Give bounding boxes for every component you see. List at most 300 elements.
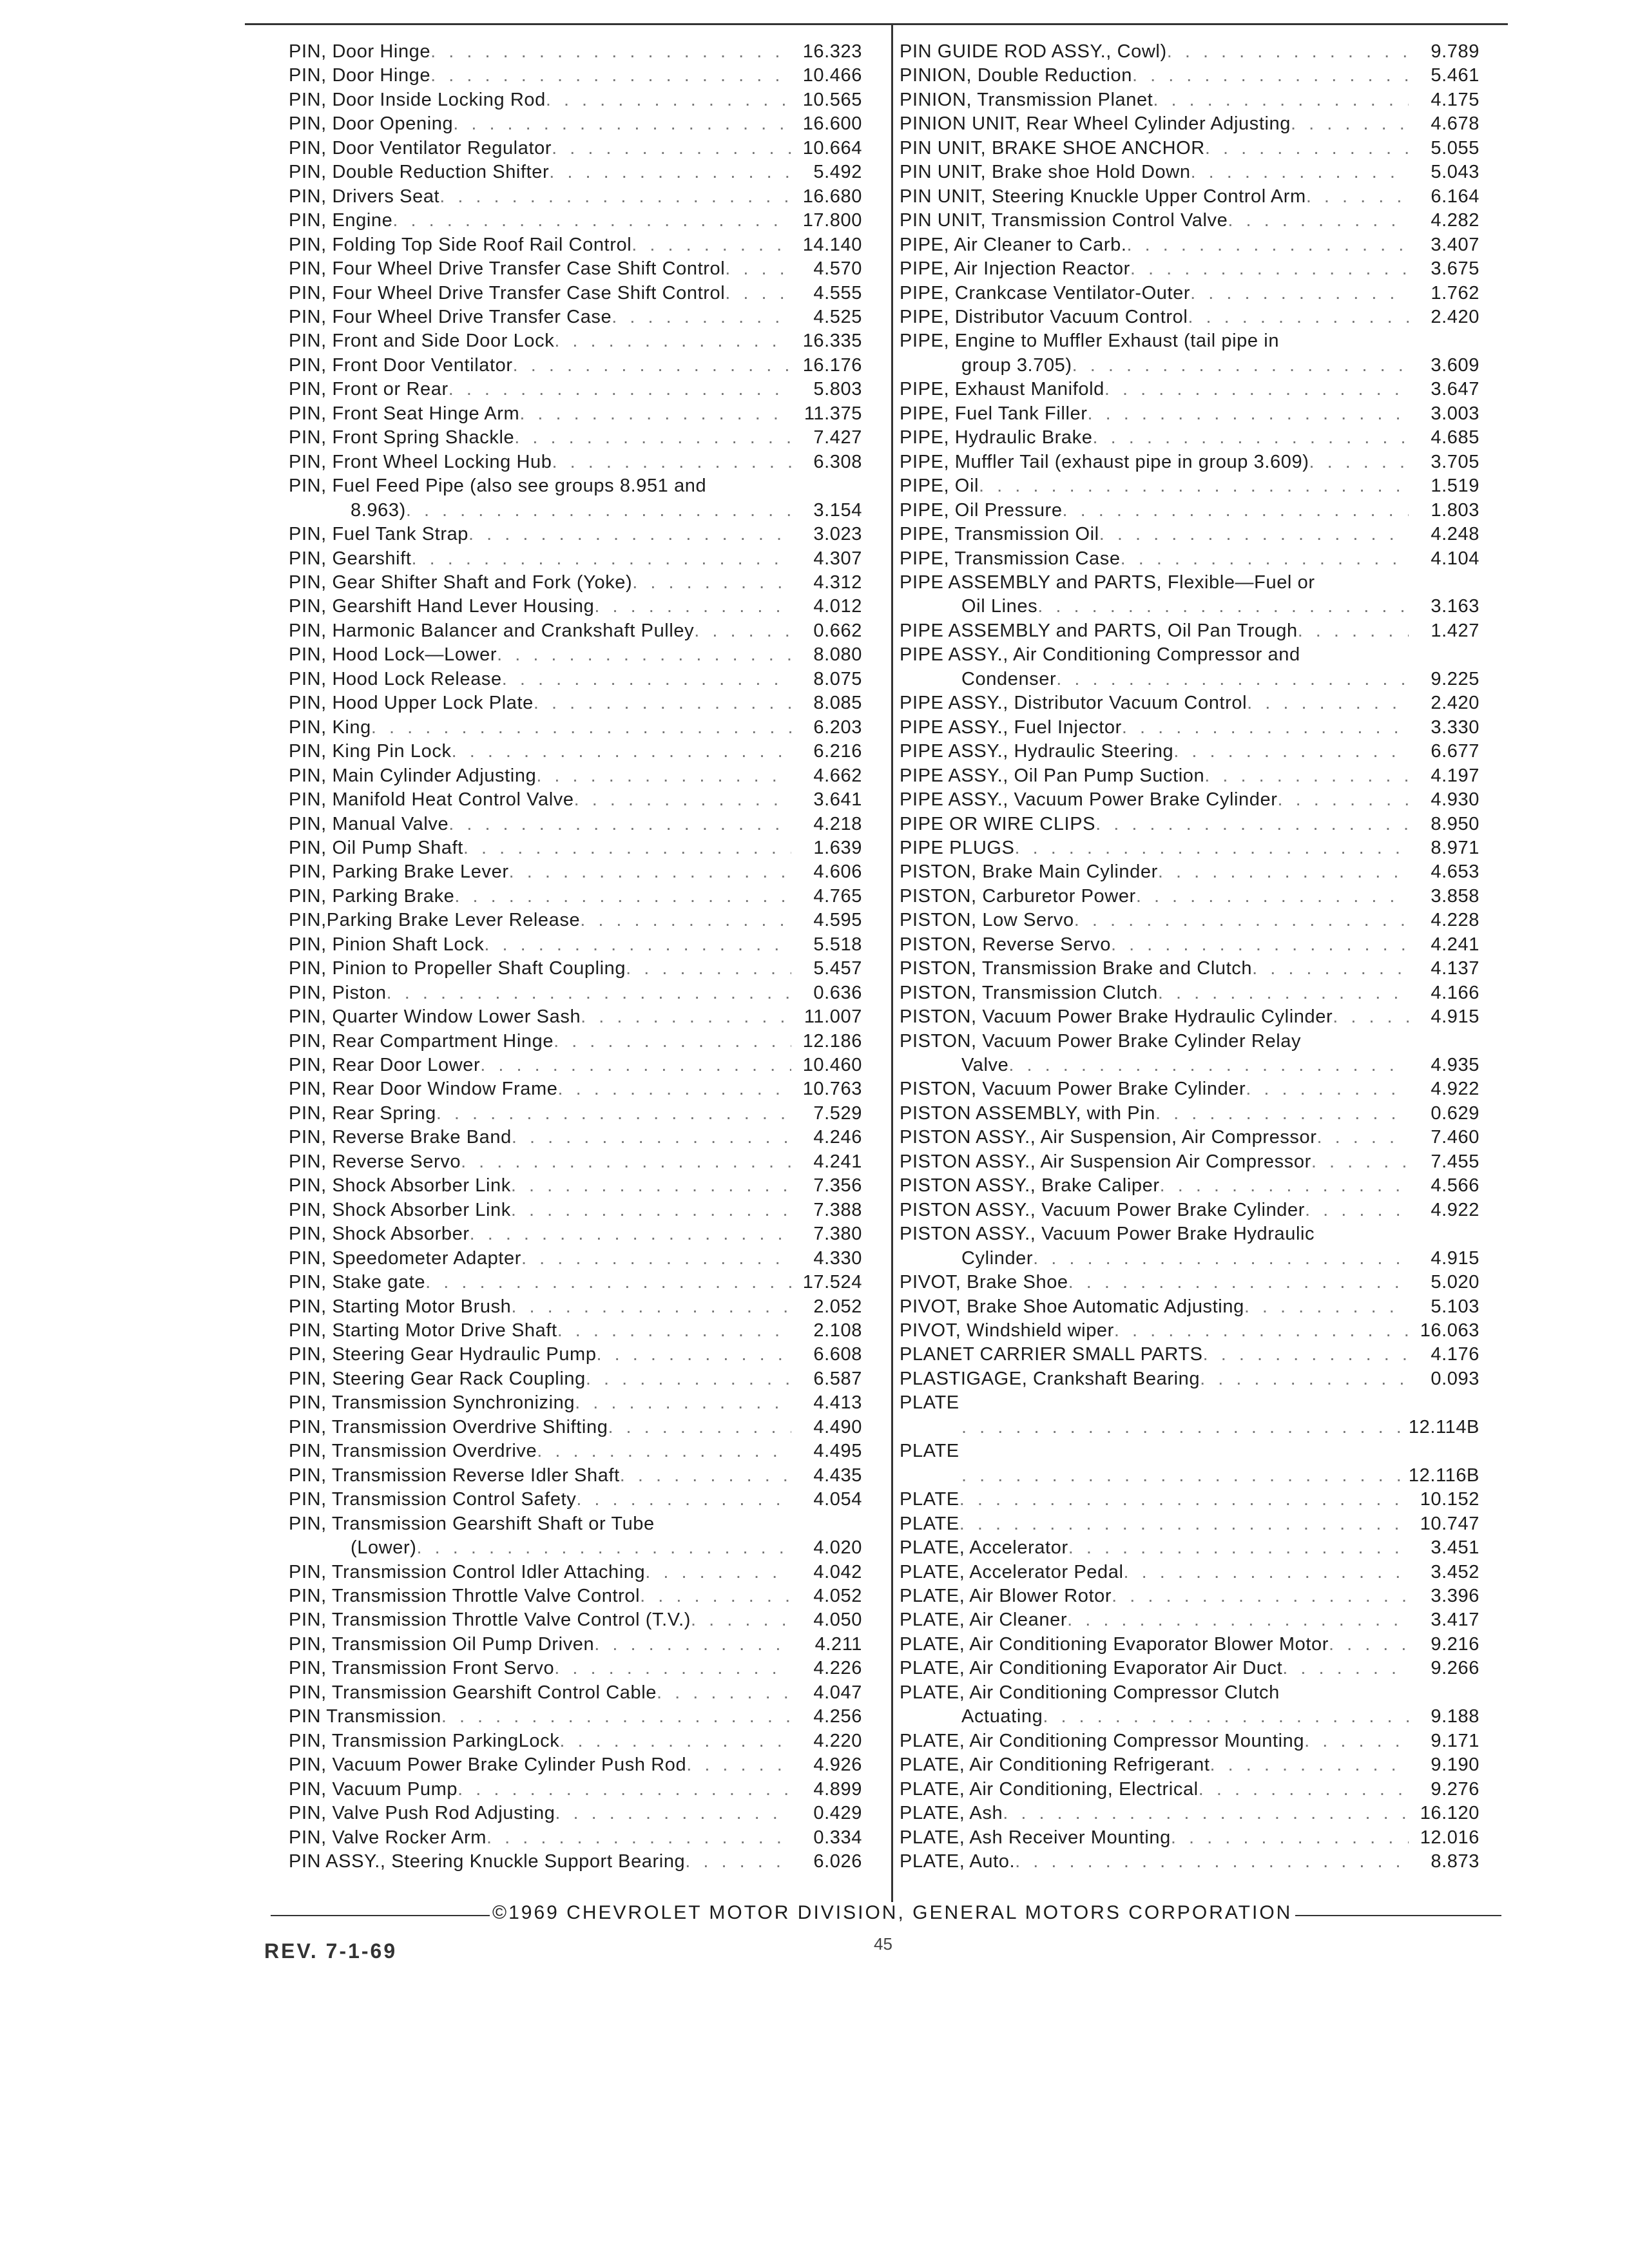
group-number: 9.789 xyxy=(1431,41,1480,62)
leader-dots xyxy=(597,1343,791,1367)
entry-description: PLATE, Air Conditioning Compressor Clutch xyxy=(900,1682,1280,1703)
entry-description: PLATE xyxy=(900,1392,959,1414)
index-entry xyxy=(289,474,862,523)
leader-dots xyxy=(1014,836,1409,860)
entry-description: PIN, Front Door Ventilator xyxy=(289,354,513,376)
entry-description: PLANET CARRIER SMALL PARTS xyxy=(900,1344,1203,1365)
leader-dots xyxy=(1244,1295,1409,1319)
entry-description: PISTON, Transmission Clutch xyxy=(900,982,1158,1003)
index-entry xyxy=(289,257,862,281)
entry-description: PIN, Vacuum Pump xyxy=(289,1778,458,1800)
index-entry xyxy=(900,378,1480,401)
entry-description-continued: Valve xyxy=(961,1055,1009,1076)
leader-dots xyxy=(1104,378,1409,401)
entry-description: PISTON ASSY., Vacuum Power Brake Hydraulic xyxy=(900,1224,1315,1245)
entry-description: PIN, Reverse Servo xyxy=(289,1151,461,1172)
group-number: 3.647 xyxy=(1431,379,1480,400)
column-divider xyxy=(891,23,893,1911)
entry-description: PIN, Main Cylinder Adjusting xyxy=(289,765,537,786)
entry-description: PIN, Gearshift Hand Lever Housing xyxy=(289,596,595,617)
entry-description: PIN, Starting Motor Drive Shaft xyxy=(289,1320,557,1341)
index-entry xyxy=(289,1126,862,1149)
group-number: 4.653 xyxy=(1431,861,1480,883)
leader-dots xyxy=(979,474,1409,498)
leader-dots xyxy=(514,426,791,450)
index-entry xyxy=(900,1561,1480,1584)
entry-description: PIN, Folding Top Side Roof Rail Control xyxy=(289,234,632,255)
leader-dots xyxy=(1210,1753,1409,1777)
leader-dots xyxy=(575,1391,791,1415)
group-number: 7.460 xyxy=(1431,1127,1480,1148)
index-entry xyxy=(289,788,862,812)
entry-description: PIN, Transmission Oil Pump Driven xyxy=(289,1633,595,1655)
leader-dots xyxy=(519,402,791,426)
group-number: 9.225 xyxy=(1431,668,1480,689)
leader-dots xyxy=(1136,885,1409,908)
leader-dots xyxy=(1228,209,1409,233)
index-entry xyxy=(900,836,1480,860)
index-entry xyxy=(900,1536,1480,1560)
entry-description: PIN UNIT, Steering Knuckle Upper Control Arm xyxy=(900,186,1306,207)
index-entry xyxy=(900,1512,1480,1536)
index-entry xyxy=(900,1126,1480,1149)
leader-dots xyxy=(552,450,791,474)
group-number: 4.606 xyxy=(813,861,862,883)
entry-description: PIN, Transmission Throttle Valve Control (T.V.) xyxy=(289,1610,691,1631)
leader-dots xyxy=(513,354,791,378)
entry-description: PIN, Four Wheel Drive Transfer Case Shift Control xyxy=(289,258,726,280)
index-entry xyxy=(900,1198,1480,1222)
entry-description: PLATE, Auto. xyxy=(900,1850,1016,1872)
index-entry xyxy=(289,1464,862,1488)
entry-description: PLATE, Accelerator Pedal xyxy=(900,1561,1124,1582)
index-entry xyxy=(289,1343,862,1367)
group-number: 5.103 xyxy=(1431,1296,1480,1317)
entry-description: PISTON ASSY., Air Suspension, Air Compressor xyxy=(900,1127,1317,1148)
index-entry xyxy=(289,547,862,571)
entry-description: PINION, Double Reduction xyxy=(900,65,1132,86)
group-number: 4.256 xyxy=(813,1706,862,1727)
group-number: 4.922 xyxy=(1431,1199,1480,1220)
index-entry xyxy=(900,450,1480,474)
index-entry xyxy=(900,957,1480,981)
leader-dots xyxy=(594,595,791,619)
index-entry xyxy=(289,836,862,860)
group-number: 5.461 xyxy=(1431,65,1480,86)
leader-dots xyxy=(371,716,791,740)
entry-description-continued: Cylinder xyxy=(961,1247,1034,1269)
entry-description: PIN UNIT, Brake shoe Hold Down xyxy=(900,162,1191,183)
entry-description: PIN, Front Seat Hinge Arm xyxy=(289,403,520,424)
left-index-column xyxy=(289,40,862,1874)
entry-description: PIN, Rear Door Lower xyxy=(289,1055,481,1076)
index-entry xyxy=(900,1295,1480,1319)
group-number: 3.154 xyxy=(813,499,862,521)
index-entry xyxy=(900,1488,1480,1512)
leader-dots xyxy=(554,329,791,353)
group-number: 9.190 xyxy=(1431,1754,1480,1776)
entry-description: PIN, Pinion to Propeller Shaft Coupling xyxy=(289,958,626,979)
entry-description: PINION UNIT, Rear Wheel Cylinder Adjusting xyxy=(900,113,1291,135)
leader-dots xyxy=(392,209,791,233)
index-entry xyxy=(900,716,1480,740)
leader-dots xyxy=(626,957,791,981)
leader-dots xyxy=(430,64,791,88)
entry-description: PIN, Hood Upper Lock Plate xyxy=(289,693,534,714)
leader-dots xyxy=(1155,1102,1409,1126)
leader-dots xyxy=(725,257,791,281)
group-number: 0.429 xyxy=(813,1803,862,1824)
index-entry xyxy=(900,908,1480,932)
leader-dots xyxy=(439,185,791,209)
entry-description: PIN, Shock Absorber xyxy=(289,1224,470,1245)
leader-dots xyxy=(1158,981,1409,1005)
leader-dots xyxy=(580,908,791,932)
entry-description: PIN, Rear Compartment Hinge xyxy=(289,1030,554,1052)
leader-dots xyxy=(1309,450,1409,474)
index-entry xyxy=(289,571,862,595)
index-entry xyxy=(900,499,1480,523)
index-entry xyxy=(900,571,1480,619)
group-number: 0.662 xyxy=(813,620,862,641)
leader-dots xyxy=(1124,1561,1409,1584)
index-entry xyxy=(289,402,862,426)
entry-description: PIPE ASSEMBLY and PARTS, Flexible—Fuel or xyxy=(900,572,1315,593)
index-entry xyxy=(900,1584,1480,1608)
leader-dots xyxy=(657,1681,791,1705)
index-entry xyxy=(289,209,862,233)
group-number: 4.915 xyxy=(1431,1006,1480,1028)
leader-dots xyxy=(463,836,791,860)
entry-description: PIN, Shock Absorber Link xyxy=(289,1199,511,1220)
group-number: 7.388 xyxy=(813,1199,862,1220)
index-entry xyxy=(900,1102,1480,1126)
entry-description: PIPE ASSEMBLY and PARTS, Oil Pan Trough xyxy=(900,620,1298,641)
index-entry xyxy=(900,282,1480,305)
entry-description: PIN, Transmission ParkingLock xyxy=(289,1730,560,1751)
entry-description: PLASTIGAGE, Crankshaft Bearing xyxy=(900,1368,1200,1389)
leader-dots xyxy=(1043,1705,1409,1729)
index-entry xyxy=(289,595,862,619)
index-entry xyxy=(289,1850,862,1874)
leader-dots xyxy=(1191,160,1409,184)
group-number: 4.104 xyxy=(1431,548,1480,569)
leader-dots xyxy=(1158,860,1409,884)
group-number: 4.765 xyxy=(813,885,862,907)
leader-dots xyxy=(417,1536,792,1560)
index-entry xyxy=(900,257,1480,281)
entry-description: PIPE ASSY., Hydraulic Steering xyxy=(900,741,1174,762)
entry-description: PIN, Harmonic Balancer and Crankshaft Pulley xyxy=(289,620,695,641)
leader-dots xyxy=(1063,499,1409,523)
group-number: 7.356 xyxy=(813,1175,862,1196)
group-number: 4.685 xyxy=(1431,427,1480,448)
index-entry xyxy=(289,1319,862,1343)
entry-description: PIN,Parking Brake Lever Release xyxy=(289,910,581,931)
leader-dots xyxy=(552,137,791,160)
index-entry xyxy=(289,1488,862,1512)
leader-dots xyxy=(412,547,791,571)
group-number: 0.334 xyxy=(813,1827,862,1848)
index-entry xyxy=(900,860,1480,884)
index-entry xyxy=(900,209,1480,233)
entry-description: PIPE, Engine to Muffler Exhaust (tail pipe in xyxy=(900,331,1280,352)
index-entry xyxy=(289,1439,862,1463)
leader-dots xyxy=(454,885,791,908)
revision-date: REV. 7-1-69 xyxy=(264,1939,398,1963)
entry-description: PIPE, Transmission Case xyxy=(900,548,1121,569)
group-number: 4.435 xyxy=(813,1465,862,1486)
leader-dots xyxy=(487,1826,791,1850)
entry-description: PIN, Speedometer Adapter xyxy=(289,1247,521,1269)
entry-description: PIPE, Crankcase Ventilator-Outer xyxy=(900,282,1191,303)
entry-description: PLATE, Air Conditioning Evaporator Blower Motor xyxy=(900,1633,1329,1655)
group-number: 0.093 xyxy=(1431,1368,1480,1389)
index-entry xyxy=(900,1271,1480,1294)
group-number: 9.266 xyxy=(1431,1658,1480,1679)
entry-description: PIN, Door Hinge xyxy=(289,41,431,62)
group-number: 9.276 xyxy=(1431,1778,1480,1800)
entry-description: PIN, Parking Brake xyxy=(289,885,455,907)
group-number: 6.216 xyxy=(813,741,862,762)
entry-description: PIN, Stake gate xyxy=(289,1272,426,1293)
entry-description: PIN ASSY., Steering Knuckle Support Bearing xyxy=(289,1850,686,1872)
leader-dots xyxy=(576,1488,791,1512)
index-entry xyxy=(900,1077,1480,1101)
entry-description: PIN, Starting Motor Brush xyxy=(289,1296,512,1317)
index-entry xyxy=(289,1005,862,1029)
group-number: 4.566 xyxy=(1431,1175,1480,1196)
index-entry xyxy=(289,643,862,667)
entry-description: PIN, Front or Rear xyxy=(289,379,448,400)
group-number: 4.307 xyxy=(813,548,862,569)
leader-dots xyxy=(691,1608,791,1632)
leader-dots xyxy=(1008,1053,1409,1077)
group-number: 8.873 xyxy=(1431,1850,1480,1872)
leader-dots xyxy=(1304,1729,1409,1753)
leader-dots xyxy=(537,1439,791,1463)
group-number: 4.220 xyxy=(813,1730,862,1751)
group-number: 5.518 xyxy=(813,934,862,955)
entry-description: PIN, Rear Spring xyxy=(289,1102,436,1124)
group-number: 8.971 xyxy=(1431,837,1480,858)
index-entry xyxy=(900,1826,1480,1850)
entry-description: PIN, Manual Valve xyxy=(289,813,449,834)
entry-description: PIPE ASSY., Fuel Injector xyxy=(900,716,1122,738)
entry-description: PIN, Transmission Throttle Valve Control xyxy=(289,1586,641,1606)
entry-description: PIN, Fuel Tank Strap xyxy=(289,524,469,545)
leader-dots xyxy=(1015,1850,1409,1874)
entry-description: PIPE, Distributor Vacuum Control xyxy=(900,306,1188,327)
leader-dots xyxy=(594,1633,791,1657)
index-entry xyxy=(289,1608,862,1632)
index-entry xyxy=(900,112,1480,136)
index-entry xyxy=(900,329,1480,378)
group-number: 3.163 xyxy=(1431,596,1480,617)
group-number: 7.529 xyxy=(813,1102,862,1124)
footer-rule-left xyxy=(271,1915,490,1916)
group-number: 3.396 xyxy=(1431,1586,1480,1606)
index-entry xyxy=(289,1633,862,1657)
leader-dots xyxy=(406,499,791,523)
entry-description: PIN, Double Reduction Shifter xyxy=(289,162,550,183)
group-number: 4.218 xyxy=(813,813,862,834)
leader-dots xyxy=(1188,305,1409,329)
leader-dots xyxy=(1173,740,1409,764)
leader-dots xyxy=(1126,233,1409,257)
index-entry xyxy=(289,1030,862,1053)
entry-description: PIPE, Oil xyxy=(900,476,979,497)
entry-description: PIN, Engine xyxy=(289,210,393,231)
leader-dots xyxy=(1074,908,1409,932)
group-number: 3.330 xyxy=(1431,716,1480,738)
leader-dots xyxy=(1311,1150,1409,1174)
leader-dots xyxy=(1247,691,1409,715)
leader-dots xyxy=(1121,547,1409,571)
entry-description: PIN, Hood Lock Release xyxy=(289,668,502,689)
group-number: 4.246 xyxy=(813,1127,862,1148)
group-number: 4.330 xyxy=(813,1247,862,1269)
group-number: 6.026 xyxy=(813,1850,862,1872)
group-number: 1.762 xyxy=(1431,282,1480,303)
index-entry xyxy=(900,40,1480,64)
entry-description: PLATE, Air Cleaner xyxy=(900,1610,1068,1631)
leader-dots xyxy=(1190,282,1409,305)
leader-dots xyxy=(1130,257,1409,281)
group-number: 4.678 xyxy=(1431,113,1480,135)
group-number: 4.570 xyxy=(813,258,862,280)
page-number: 45 xyxy=(874,1934,892,1954)
leader-dots xyxy=(1329,1633,1409,1657)
leader-dots xyxy=(640,1584,791,1608)
index-entry xyxy=(289,691,862,715)
entry-description: PIVOT, Brake Shoe xyxy=(900,1272,1068,1293)
group-number: 7.380 xyxy=(813,1224,862,1245)
group-number: 16.176 xyxy=(802,354,862,376)
entry-description: PIN, Door Opening xyxy=(289,113,454,135)
leader-dots xyxy=(685,1850,791,1874)
index-entry xyxy=(289,88,862,112)
index-entry xyxy=(289,933,862,957)
entry-description: PIN, Front Spring Shackle xyxy=(289,427,515,448)
entry-description: PISTON, Reverse Servo xyxy=(900,934,1111,955)
leader-dots xyxy=(534,691,791,715)
entry-description: PISTON, Vacuum Power Brake Cylinder Relay xyxy=(900,1030,1302,1052)
group-number: 16.600 xyxy=(802,113,862,135)
index-entry xyxy=(289,1705,862,1729)
index-entry xyxy=(900,1391,1480,1439)
group-number: 4.930 xyxy=(1431,789,1480,811)
entry-description-continued: Actuating xyxy=(961,1706,1043,1727)
index-entry xyxy=(900,1729,1480,1753)
group-number: 1.427 xyxy=(1431,620,1480,641)
entry-description: PLATE, Ash xyxy=(900,1803,1003,1824)
leader-dots xyxy=(1056,668,1409,691)
index-entry xyxy=(289,668,862,691)
group-number: 4.282 xyxy=(1431,210,1480,231)
leader-dots xyxy=(554,1030,791,1053)
leader-dots xyxy=(1111,933,1409,957)
leader-dots xyxy=(686,1753,791,1777)
entry-description: PIN, Valve Rocker Arm xyxy=(289,1827,487,1848)
index-entry xyxy=(900,1150,1480,1174)
entry-description: PIN, Door Ventilator Regulator xyxy=(289,137,552,159)
index-entry xyxy=(900,1343,1480,1367)
group-number: 6.677 xyxy=(1431,741,1480,762)
group-number: 2.420 xyxy=(1431,693,1480,714)
entry-description: PIPE, Transmission Oil xyxy=(900,524,1099,545)
index-entry xyxy=(289,1512,862,1561)
entry-description: PISTON ASSY., Air Suspension Air Compressor xyxy=(900,1151,1311,1172)
index-entry xyxy=(289,1295,862,1319)
leader-dots xyxy=(1153,88,1409,112)
entry-description: PIN, Vacuum Power Brake Cylinder Push Rod xyxy=(289,1754,687,1776)
entry-description: PIN, Drivers Seat xyxy=(289,186,440,207)
entry-description: PIPE, Air Injection Reactor xyxy=(900,258,1130,280)
entry-description: PIN, Gearshift xyxy=(289,548,412,569)
entry-description: PIN, Front Wheel Locking Hub xyxy=(289,451,552,472)
leader-dots xyxy=(620,1464,791,1488)
group-number: 4.248 xyxy=(1431,524,1480,545)
group-number: 8.085 xyxy=(813,693,862,714)
group-number: 10.152 xyxy=(1420,1489,1480,1510)
index-entry xyxy=(900,1030,1480,1078)
group-number: 10.565 xyxy=(802,89,862,110)
group-number: 1.803 xyxy=(1431,499,1480,521)
index-entry xyxy=(289,764,862,788)
index-entry xyxy=(289,1053,862,1077)
leader-dots xyxy=(1277,788,1409,812)
group-number: 4.490 xyxy=(813,1416,862,1437)
entry-description: PIN, King Pin Lock xyxy=(289,741,452,762)
leader-dots xyxy=(1067,1608,1409,1632)
index-entry xyxy=(289,112,862,136)
leader-dots xyxy=(1203,1343,1409,1367)
leader-dots xyxy=(959,1488,1409,1512)
entry-description: PLATE, Air Blower Rotor xyxy=(900,1586,1112,1606)
entry-description: PIN, Transmission Gearshift Shaft or Tube xyxy=(289,1513,655,1534)
entry-description-continued: Oil Lines xyxy=(961,596,1038,617)
leader-dots xyxy=(1200,1367,1409,1391)
group-number: 10.747 xyxy=(1420,1513,1480,1534)
leader-dots xyxy=(509,860,791,884)
entry-description: PIPE, Air Cleaner to Carb. xyxy=(900,234,1127,255)
entry-description: PIN, Manifold Heat Control Valve xyxy=(289,789,574,811)
entry-description-continued: (Lower) xyxy=(351,1537,417,1559)
leader-dots xyxy=(480,1053,791,1077)
group-number: 2.108 xyxy=(813,1320,862,1341)
index-entry xyxy=(289,1729,862,1753)
entry-description: PIPE, Oil Pressure xyxy=(900,499,1063,521)
group-number: 1.519 xyxy=(1431,476,1480,497)
group-number: 16.063 xyxy=(1420,1320,1480,1341)
group-number: 4.525 xyxy=(813,306,862,327)
group-number: 3.641 xyxy=(813,789,862,811)
index-entry xyxy=(900,88,1480,112)
leader-dots xyxy=(441,1705,791,1729)
entry-description: PIN, Door Hinge xyxy=(289,65,431,86)
group-number: 10.664 xyxy=(802,137,862,159)
group-number: 16.120 xyxy=(1420,1803,1480,1824)
entry-description: PIN, Quarter Window Lower Sash xyxy=(289,1006,581,1028)
group-number: 6.608 xyxy=(813,1344,862,1365)
leader-dots xyxy=(1088,402,1409,426)
entry-description: PIN, Hood Lock—Lower xyxy=(289,644,497,666)
leader-dots xyxy=(1298,619,1409,643)
leader-dots xyxy=(458,1778,791,1802)
group-number: 3.452 xyxy=(1431,1561,1480,1582)
entry-description: PISTON, Low Servo xyxy=(900,910,1074,931)
